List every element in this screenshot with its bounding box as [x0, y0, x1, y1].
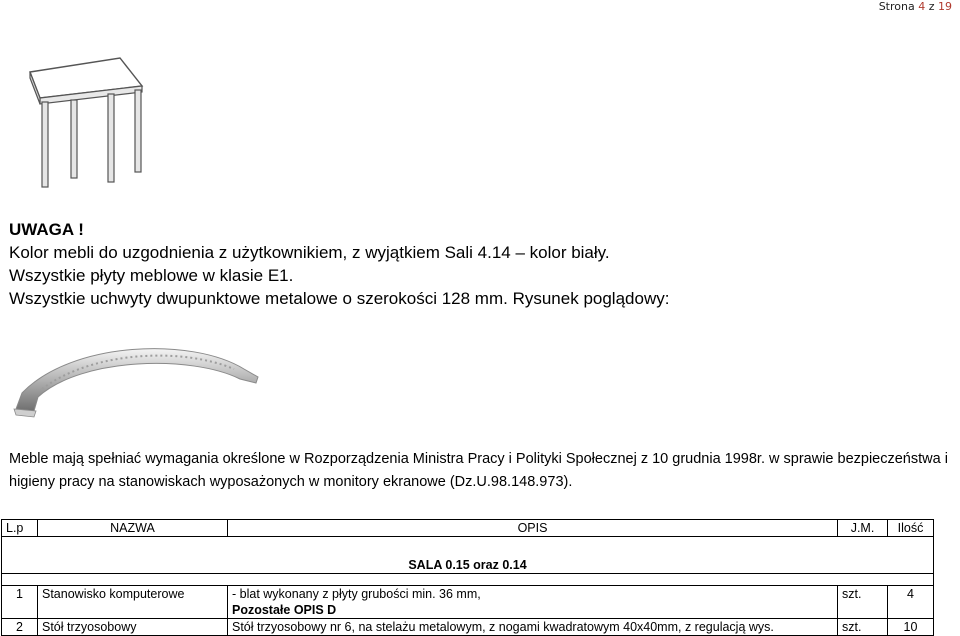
page-number-current: 4 [918, 0, 926, 13]
row-qty: 4 [888, 586, 934, 619]
row-desc [228, 586, 838, 619]
row-name: Stanowisko komputerowe [38, 586, 228, 619]
row-lp: 1 [2, 586, 38, 619]
page-number-separator: z [928, 0, 935, 13]
table-row [2, 619, 934, 636]
row-unit: szt. [838, 586, 888, 619]
section-title: SALA 0.15 oraz 0.14 [2, 537, 934, 574]
section-row [2, 537, 934, 574]
page-number [879, 0, 952, 13]
notice [9, 218, 669, 310]
notice-line-handles: Wszystkie uchwyty dwupunktowe metalowe o szerokości 128 mm. Rysunek poglądowy: [9, 289, 670, 308]
header-lp: L.p [2, 520, 38, 537]
handle-illustration [12, 333, 272, 418]
row-name: Stół trzyosobowy [38, 619, 228, 636]
requirements-text: Meble mają spełniać wymagania określone w Rozporządzenia Ministra Pracy i Polityki Społecznej z 10 grudnia 1998r. w sprawie bezpieczeństwa i higieny pracy na stanowiskach wyposażonych w monitory ekranowe (Dz.U.98.148.973). [9, 451, 948, 490]
spacer-cell [2, 574, 934, 586]
header-desc: OPIS [228, 520, 838, 537]
row-qty: 10 [888, 619, 934, 636]
table-illustration [22, 52, 172, 202]
spacer-row [2, 574, 934, 586]
notice-line-boards: Wszystkie płyty meblowe w klasie E1. [9, 266, 294, 285]
row-desc-line: - blat wykonany z płyty grubości min. 36 mm, [232, 587, 481, 601]
row-desc: Stół trzyosobowy nr 6, na stelażu metalowym, z nogami kwadratowym 40x40mm, z regulacją wys. [228, 619, 838, 636]
row-lp: 2 [2, 619, 38, 636]
notice-title: UWAGA ! [9, 220, 84, 239]
header-qty: Ilość [888, 520, 934, 537]
row-unit: szt. [838, 619, 888, 636]
notice-line-color: Kolor mebli do uzgodnienia z użytkownikiem, z wyjątkiem Sali 4.14 – kolor biały. [9, 243, 610, 262]
table-row [2, 586, 934, 619]
header-name: NAZWA [38, 520, 228, 537]
table-header-row [2, 520, 934, 537]
page-number-total: 19 [938, 0, 952, 13]
specification-table [1, 519, 934, 636]
page-number-prefix: Strona [878, 0, 915, 13]
row-desc-extra: Pozostałe OPIS D [232, 603, 337, 617]
header-unit: J.M. [838, 520, 888, 537]
